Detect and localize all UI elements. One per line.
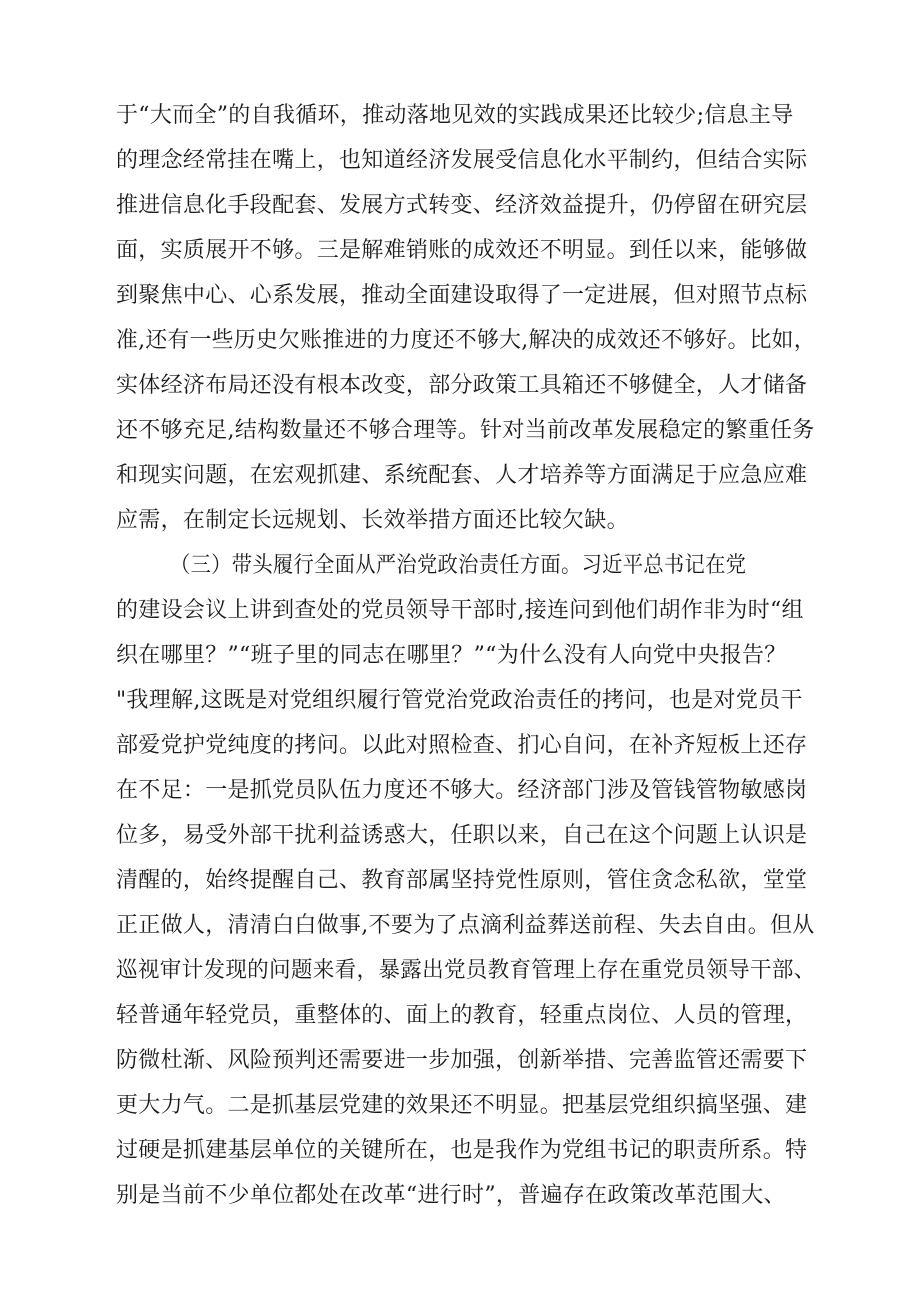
section-heading-line: （三）带头履行全面从严治党政治责任方面。习近平总书记在党 (170, 553, 747, 578)
text-line: 和现实问题，在宏观抓建、系统配套、人才培养等方面满足于应急应难 (116, 463, 808, 488)
text-line: 部爱党护党纯度的拷问。以此对照检查、扪心自问，在补齐短板上还存 (116, 733, 808, 758)
text-line: 正正做人，清清白白做事,不要为了点滴利益葬送前程、失去自由。但从 (116, 913, 815, 938)
text-line: 到聚焦中心、心系发展，推动全面建设取得了一定进展，但对照节点标 (116, 283, 808, 308)
text-line: 面，实质展开不够。三是解难销账的成效还不明显。到任以来，能够做 (116, 238, 808, 263)
text-line: 织在哪里？”“班子里的同志在哪里？”“为什么没有人向党中央报告？ (116, 643, 787, 668)
text-line: 轻普通年轻党员，重整体的、面上的教育，轻重点岗位、人员的管理， (116, 1003, 808, 1028)
text-line: 于“大而全”的自我循环，推动落地见效的实践成果还比较少;信息主导 (116, 103, 794, 128)
text-line: 更大力气。二是抓基层党建的效果还不明显。把基层党组织搞坚强、建 (116, 1093, 808, 1118)
text-line: 清醒的，始终提醒自己、教育部属坚持党性原则，管住贪念私欲，堂堂 (116, 868, 808, 893)
text-line: 别是当前不少单位都处在改革“进行时”，普遍存在政策改革范围大、 (116, 1183, 786, 1208)
text-line: 巡视审计发现的问题来看，暴露出党员教育管理上存在重党员领导干部、 (116, 958, 816, 983)
text-line: 防微杜渐、风险预判还需要进一步加强，创新举措、完善监管还需要下 (116, 1048, 808, 1073)
text-line: 准,还有一些历史欠账推进的力度还不够大,解决的成效还不够好。比如， (116, 328, 816, 353)
text-line: 还不够充足,结构数量还不够合理等。针对当前改革发展稳定的繁重任务 (116, 418, 815, 443)
text-line: 推进信息化手段配套、发展方式转变、经济效益提升，仍停留在研究层 (116, 193, 808, 218)
text-line: 的建设会议上讲到查处的党员领导干部时,接连问到他们胡作非为时“组 (116, 598, 804, 623)
text-line: 应需，在制定长远规划、长效举措方面还比较欠缺。 (116, 508, 629, 533)
text-line: 实体经济布局还没有根本改变，部分政策工具箱还不够健全，人才储备 (116, 373, 808, 398)
text-line: 位多，易受外部干扰利益诱惑大，任职以来，自己在这个问题上认识是 (116, 823, 808, 848)
text-line: 的理念经常挂在嘴上，也知道经济发展受信息化水平制约，但结合实际 (116, 148, 808, 173)
text-line: 在不足：一是抓党员队伍力度还不够大。经济部门涉及管钱管物敏感岗 (116, 778, 808, 803)
text-line: 过硬是抓建基层单位的关键所在，也是我作为党组书记的职责所系。特 (116, 1138, 808, 1163)
text-line: "我理解,这既是对党组织履行管党治党政治责任的拷问，也是对党员干 (116, 688, 803, 713)
